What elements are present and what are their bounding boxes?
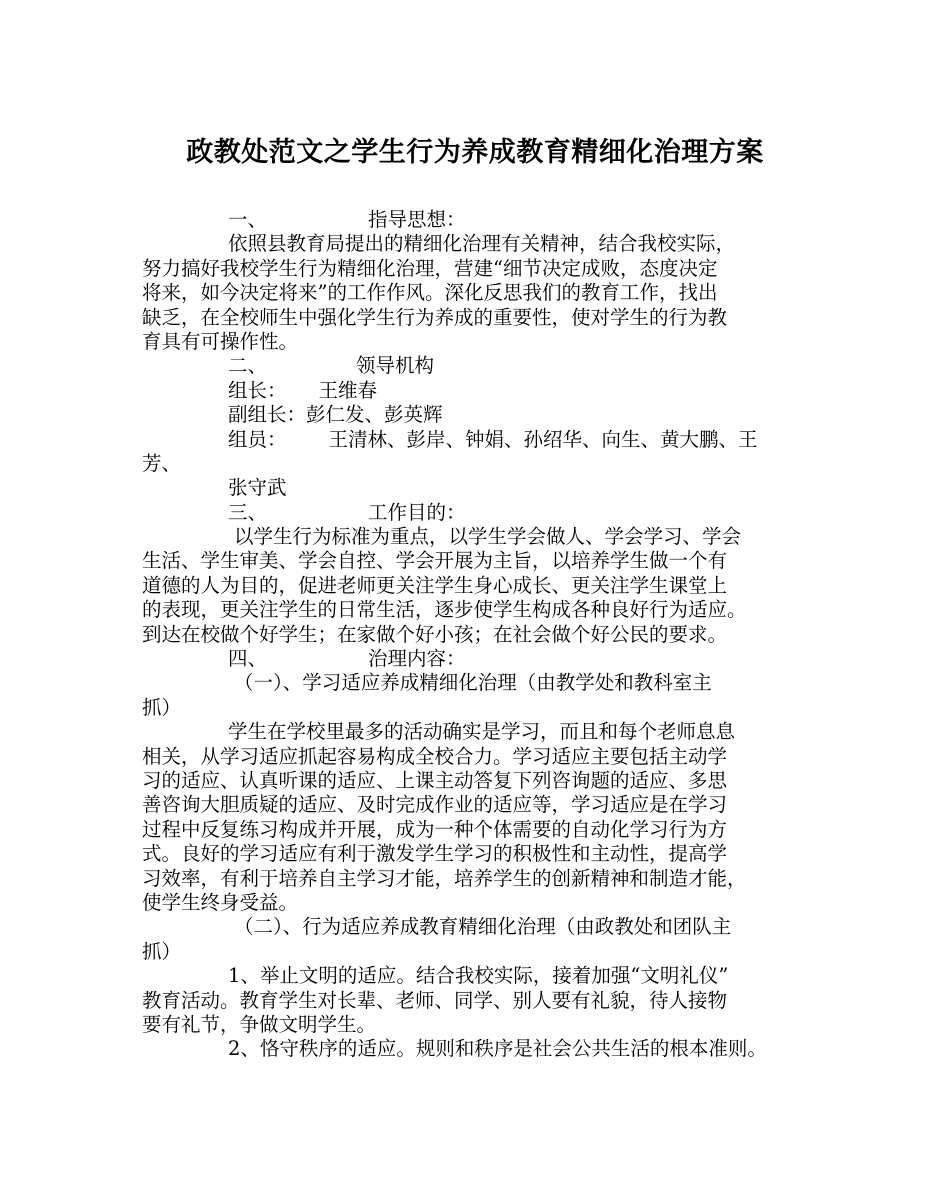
section-heading — [142, 647, 830, 671]
paragraph-line: 道德的人为目的，促进老师更关注学生身心成长、更关注学生课堂上 — [142, 573, 728, 597]
paragraph-line: 要有礼节，争做文明学生。 — [142, 1012, 377, 1036]
subsection-heading: 抓） — [142, 939, 182, 963]
paragraph-line: 的表现，更关注学生的日常生活，逐步使学生构成各种良好行为适应。 — [142, 598, 747, 622]
section-title: 工作目的： — [368, 500, 466, 524]
members-line: 张守武 — [228, 476, 287, 500]
members-label: 组员： — [228, 427, 287, 451]
members-line — [142, 428, 830, 452]
section-number: 一、 — [228, 208, 268, 231]
section-number: 三、 — [228, 500, 268, 524]
leader-name: 王维春 — [318, 378, 378, 402]
leader-label: 组长： — [228, 378, 287, 402]
section-number: 四、 — [228, 647, 268, 671]
members-line: 芳、 — [142, 451, 182, 475]
paragraph-line: 善咨询大胆质疑的适应、及时完成作业的适应等，学习适应是在学习 — [142, 793, 728, 817]
document-body — [142, 208, 830, 1062]
section-title: 领导机构 — [356, 354, 435, 378]
members-names: 王清林、彭岸、钟娟、孙绍华、向生、黄大鹏、王 — [328, 427, 758, 451]
paragraph-line: 教育活动。教育学生对长辈、老师、同学、别人要有礼貌，待人接物 — [142, 988, 728, 1012]
document-title: 政教处范文之学生行为养成教育精细化治理方案 — [186, 137, 764, 168]
paragraph-line: 缺乏，在全校师生中强化学生行为养成的重要性，使对学生的行为教 — [142, 305, 728, 329]
paragraph-line: 以学生行为标准为重点，以学生学会做人、学会学习、学会 — [234, 525, 742, 549]
paragraph-line: 生活、学生审美、学会自控、学会开展为主旨，以培养学生做一个有 — [142, 549, 728, 573]
section-heading — [142, 208, 830, 232]
subsection-heading: （二）、行为适应养成教育精细化治理（由政教处和团队主 — [234, 915, 732, 939]
paragraph-line: 过程中反复练习构成并开展，成为一种个体需要的自动化学习行为方 — [142, 817, 728, 841]
paragraph-line: 到达在校做个好学生；在家做个好小孩；在社会做个好公民的要求。 — [142, 622, 728, 646]
paragraph-line: 式。良好的学习适应有利于激发学生学习的积极性和主动性，提高学 — [142, 842, 728, 866]
paragraph-line: 2、恪守秩序的适应。规则和秩序是社会公共生活的根本准则。 — [228, 1037, 767, 1061]
section-title: 指导思想： — [368, 208, 466, 231]
paragraph-line: 学生在学校里最多的活动确实是学习，而且和每个老师息息 — [228, 720, 736, 744]
paragraph-line: 相关，从学习适应抓起容易构成全校合力。学习适应主要包括主动学 — [142, 744, 728, 768]
section-heading — [142, 501, 830, 525]
subsection-heading: （一）、学习适应养成精细化治理（由教学处和教科室主 — [234, 671, 712, 695]
paragraph-line: 习效率，有利于培养自主学习才能，培养学生的创新精神和制造才能， — [142, 866, 747, 890]
section-heading — [142, 354, 830, 378]
paragraph-line: 将来，如今决定将来”的工作作风。深化反思我们的教育工作，找出 — [142, 281, 718, 305]
paragraph-line: 使学生终身受益。 — [142, 890, 299, 914]
paragraph-line: 努力搞好我校学生行为精细化治理，营建“细节决定成败，态度决定 — [142, 256, 718, 280]
paragraph-line: 习的适应、认真听课的适应、上课主动答复下列咨询题的适应、多思 — [142, 768, 728, 792]
section-title: 治理内容： — [368, 647, 466, 671]
paragraph-line: 依照县教育局提出的精细化治理有关精神，结合我校实际， — [228, 232, 736, 256]
leader-line — [142, 379, 830, 403]
deputy-line: 副组长：彭仁发、彭英辉 — [228, 403, 443, 427]
subsection-heading: 抓） — [142, 695, 182, 719]
section-number: 二、 — [228, 354, 268, 378]
paragraph-line: 1、举止文明的适应。结合我校实际，接着加强“文明礼仪” — [228, 964, 729, 988]
paragraph-line: 育具有可操作性。 — [142, 329, 299, 353]
